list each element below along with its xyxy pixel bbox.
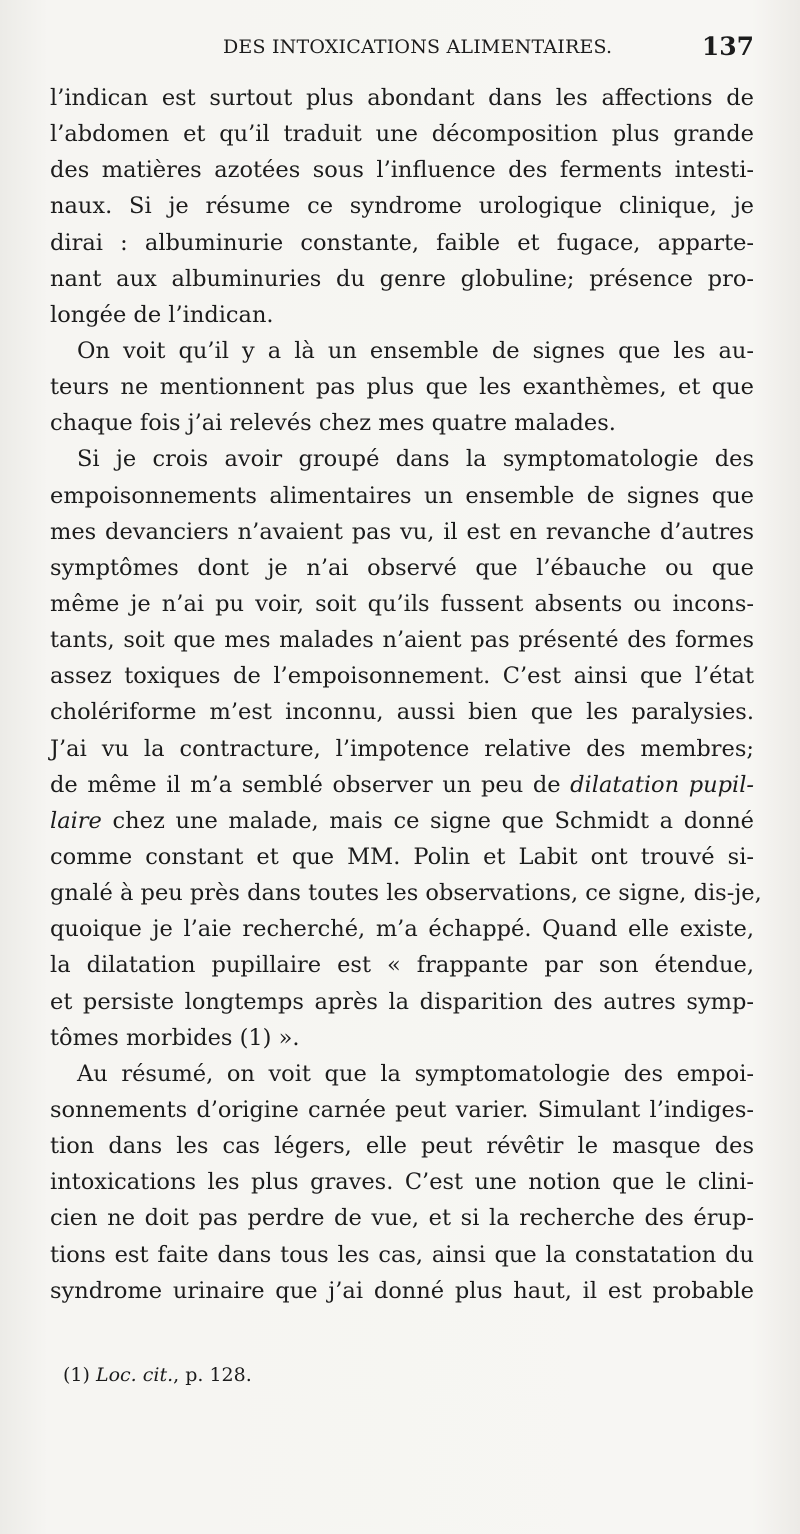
text-line: longée de l’indican. — [50, 301, 274, 328]
text-line: syndrome urinaire que j’ai donné plus haut, il est probable — [50, 1277, 754, 1304]
text-line: cien ne doit pas perdre de vue, et si la recherche des érup- — [50, 1205, 754, 1232]
text-line: gnalé à peu près dans toutes les observations, ce signe, dis-je, — [50, 880, 762, 907]
body-text — [50, 80, 762, 1309]
text-line: cholériforme m’est inconnu, aussi bien que les paralysies. — [50, 699, 754, 726]
text-line: dirai : albuminurie constante, faible et fugace, apparte- — [50, 229, 754, 256]
text-line: tômes morbides (1) ». — [50, 1024, 300, 1051]
text-run: de même il m’a semblé observer un peu de — [50, 771, 571, 798]
text-line: nant aux albuminuries du genre globuline; présence pro- — [50, 265, 754, 292]
text-line: J’ai vu la contracture, l’impotence relative des membres; — [50, 735, 754, 762]
text-line: tants, soit que mes malades n’aient pas présenté des formes — [50, 627, 754, 654]
footnote — [63, 1364, 252, 1386]
text-line: même je n’ai pu voir, soit qu’ils fussent absents ou incons- — [50, 590, 754, 617]
text-line: tions est faite dans tous les cas, ainsi que la constatation du — [50, 1241, 754, 1268]
running-header — [0, 32, 800, 72]
text-line: assez toxiques de l’empoisonnement. C’est ainsi que l’état — [50, 663, 754, 690]
text-line: et persiste longtemps après la disparition des autres symp- — [50, 988, 754, 1015]
text-line: intoxications les plus graves. C’est une notion que le clini- — [50, 1169, 754, 1196]
running-title: DES INTOXICATIONS ALIMENTAIRES. — [223, 36, 613, 58]
text-line — [50, 803, 754, 839]
text-line: comme constant et que MM. Polin et Labit ont trouvé si- — [50, 843, 754, 870]
text-line: naux. Si je résume ce syndrome urologique clinique, je — [50, 193, 754, 220]
text-line: empoisonnements alimentaires un ensemble de signes que — [50, 482, 754, 509]
text-line — [50, 767, 754, 803]
text-line: tion dans les cas légers, elle peut révêtir le masque des — [50, 1133, 754, 1160]
text-line: Si je crois avoir groupé dans la symptomatologie des — [77, 446, 754, 473]
footnote-citation: Loc. cit. — [95, 1364, 174, 1386]
text-line: Au résumé, on voit que la symptomatologie des empoi- — [77, 1060, 754, 1087]
text-line: la dilatation pupillaire est « frappante par son étendue, — [50, 952, 754, 979]
text-line: symptômes dont je n’ai observé que l’ébauche ou que — [50, 554, 754, 581]
text-line: sonnements d’origine carnée peut varier. Simulant l’indiges- — [50, 1096, 754, 1123]
text-line: chaque fois j’ai relevés chez mes quatre malades. — [50, 410, 616, 437]
text-line: teurs ne mentionnent pas plus que les exanthèmes, et que — [50, 374, 754, 401]
text-line: On voit qu’il y a là un ensemble de signes que les au- — [77, 337, 754, 364]
text-line: des matières azotées sous l’influence des ferments intesti- — [50, 157, 754, 184]
text-line: mes devanciers n’avaient pas vu, il est en revanche d’autres — [50, 518, 754, 545]
text-line: l’indican est surtout plus abondant dans les affections de — [50, 85, 754, 111]
page-number: 137 — [701, 32, 754, 61]
text-run: chez une malade, mais ce signe que Schmidt a donné — [101, 807, 754, 834]
italic-term: dilatation pupil- — [570, 771, 754, 798]
footnote-marker: (1) — [63, 1364, 90, 1386]
text-line: l’abdomen et qu’il traduit une décomposition plus grande — [50, 121, 754, 148]
text-line: quoique je l’aie recherché, m’a échappé. Quand elle existe, — [50, 916, 754, 943]
footnote-page: , p. 128. — [173, 1364, 252, 1386]
italic-term: laire — [50, 807, 102, 834]
